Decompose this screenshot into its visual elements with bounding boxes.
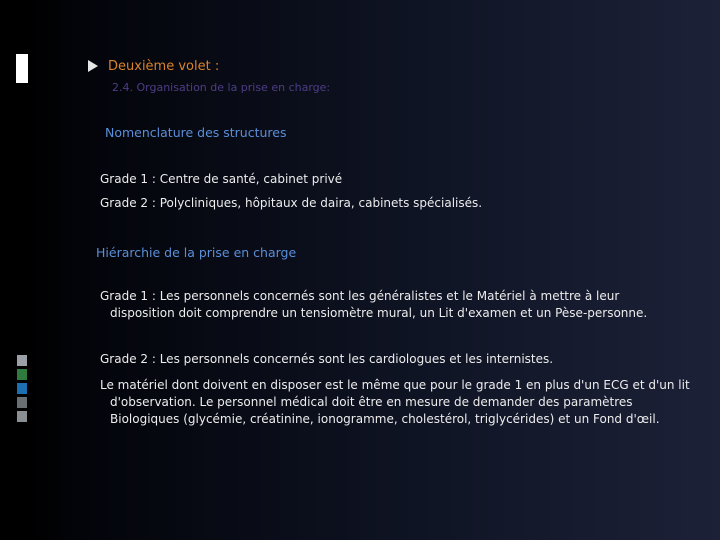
stripe-5 (17, 411, 27, 422)
materiel-paragraph (100, 377, 690, 428)
stripe-2 (17, 369, 27, 380)
hierarchie-grade-1-line-2: disposition doit comprendre un tensiomètre mural, un Lit d'examen et un Pèse-personne. (110, 306, 648, 320)
stripe-1 (17, 355, 27, 366)
hierarchie-grade-1-line-1: Grade 1 : Les personnels concernés sont les généralistes et le Matériel à mettre à leur (100, 289, 620, 303)
stripe-4 (17, 397, 27, 408)
accent-bar (16, 54, 28, 83)
materiel-line-3: Biologiques (glycémie, créatinine, ionogramme, cholestérol, triglycérides) et un Fond d'œil. (110, 412, 660, 426)
materiel-line-2: d'observation. Le personnel médical doit être en mesure de demander des paramètres (110, 395, 633, 409)
materiel-line-1: Le matériel dont doivent en disposer est le même que pour le grade 1 en plus d'un ECG et d'un lit (100, 378, 690, 392)
nomenclature-grade-1: Grade 1 : Centre de santé, cabinet privé (100, 172, 343, 186)
hierarchie-grade-1 (100, 288, 647, 322)
section-subheading: 2.4. Organisation de la prise en charge: (112, 81, 331, 94)
stripe-3 (17, 383, 27, 394)
arrow-right-icon (88, 60, 98, 72)
hierarchie-grade-2: Grade 2 : Les personnels concernés sont les cardiologues et les internistes. (100, 352, 554, 366)
nomenclature-grade-2: Grade 2 : Polycliniques, hôpitaux de daira, cabinets spécialisés. (100, 196, 483, 210)
nomenclature-title: Nomenclature des structures (105, 125, 287, 140)
hierarchie-title: Hiérarchie de la prise en charge (96, 245, 297, 260)
section-heading: Deuxième volet : (108, 59, 220, 74)
